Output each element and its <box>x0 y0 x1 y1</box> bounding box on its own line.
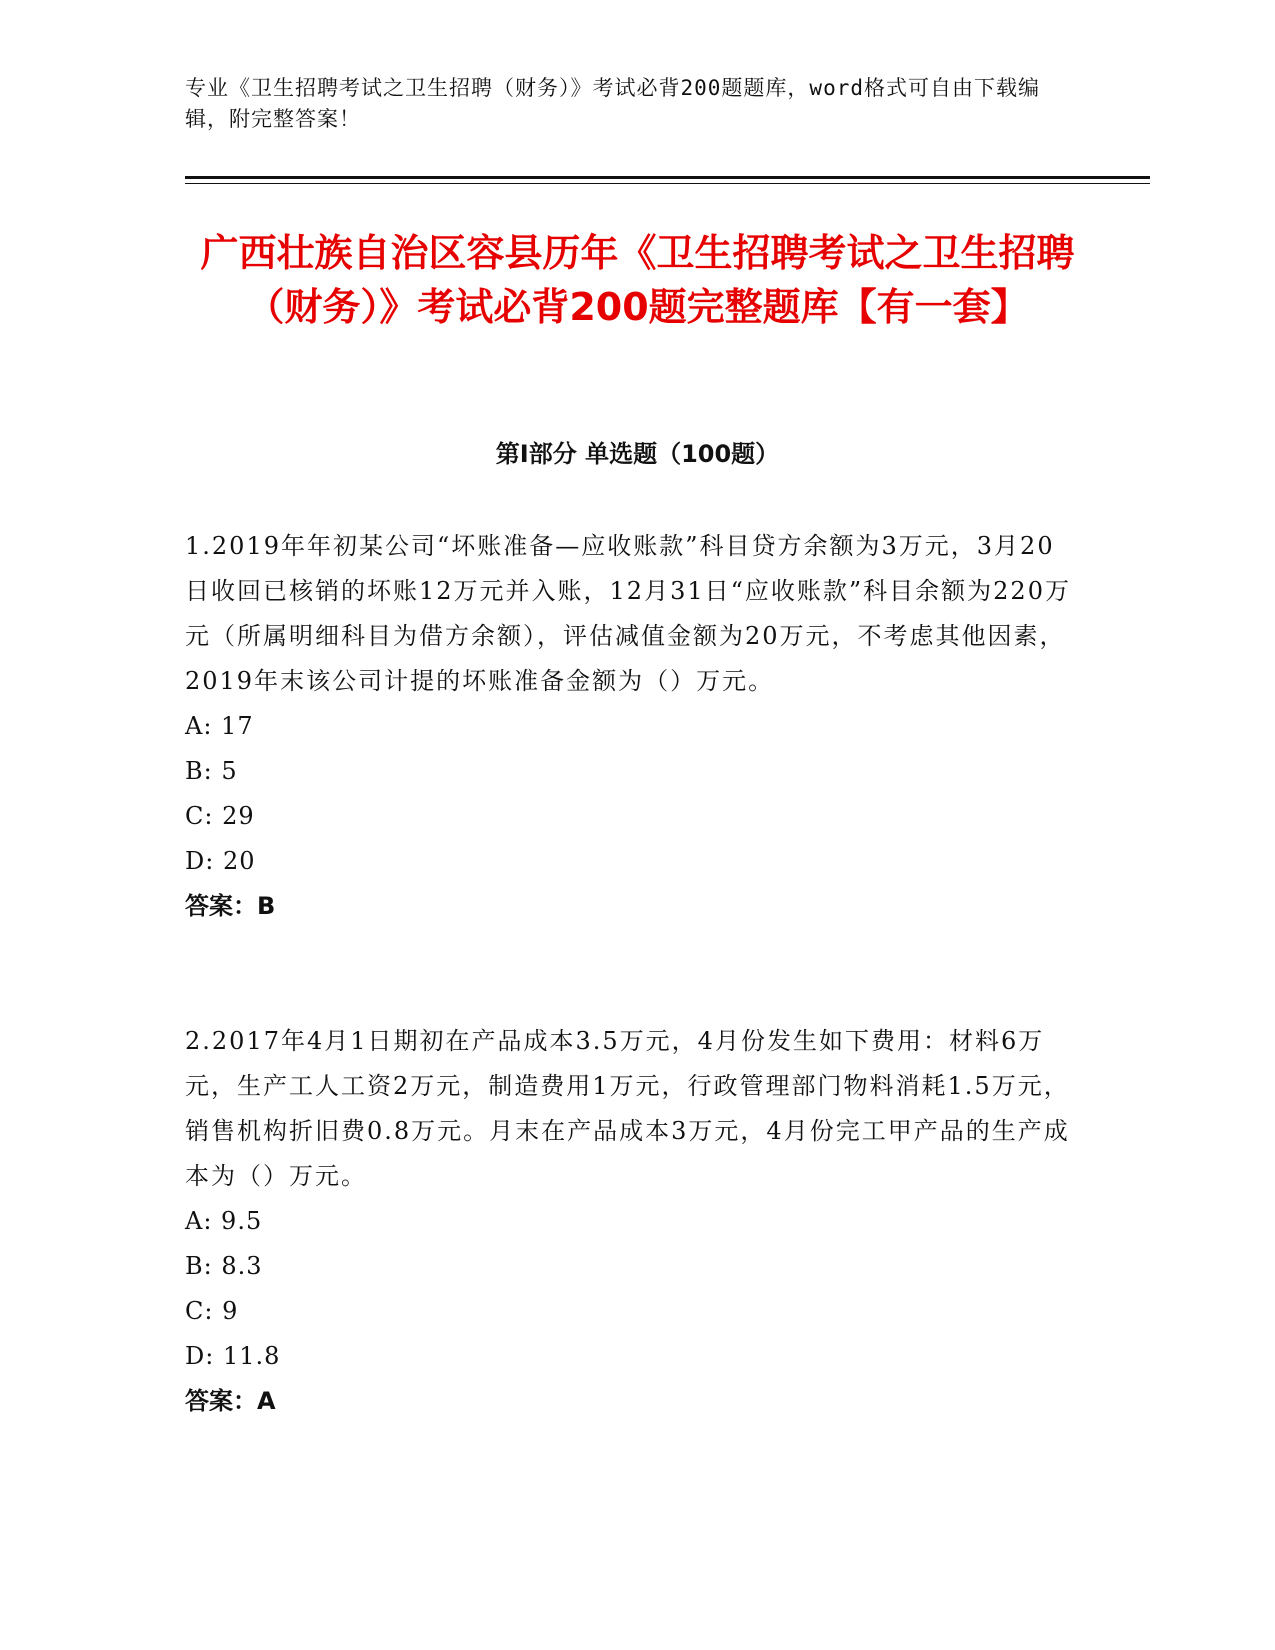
question-2 <box>185 1019 1080 1424</box>
header-divider-thick <box>185 176 1150 179</box>
question-1 <box>185 524 1080 929</box>
option-a: A: 9.5 <box>185 1207 263 1235</box>
header-note: 专业《卫生招聘考试之卫生招聘（财务）》考试必背200题题库，word格式可自由下载编辑，附完整答案！ <box>185 76 1040 131</box>
answer: 答案：B <box>185 892 276 920</box>
option-d: D: 11.8 <box>185 1342 281 1370</box>
question-stem: 2.2017年4月1日期初在产品成本3.5万元，4月份发生如下费用：材料6万元，生产工人工资2万元，制造费用1万元，行政管理部门物料消耗1.5万元，销售机构折旧费0.8万元。月末在产品成本3万元，4月份完工甲产品的生产成本为（）万元。 <box>185 1027 1070 1190</box>
document-title: 广西壮族自治区容县历年《卫生招聘考试之卫生招聘（财务）》考试必背200题完整题库【有一套】 <box>200 231 1075 329</box>
option-d: D: 20 <box>185 847 256 875</box>
option-a: A: 17 <box>185 712 254 740</box>
section-title: 第Ⅰ部分 单选题（100题） <box>495 440 780 468</box>
option-c: C: 9 <box>185 1297 239 1325</box>
header-divider-thin <box>185 183 1150 184</box>
option-c: C: 29 <box>185 802 255 830</box>
option-b: B: 8.3 <box>185 1252 263 1280</box>
question-stem: 1.2019年年初某公司“坏账准备—应收账款”科目贷方余额为3万元，3月20日收回已核销的坏账12万元并入账，12月31日“应收账款”科目余额为220万元（所属明细科目为借方余额），评估减值金额为20万元，不考虑其他因素，2019年末该公司计提的坏账准备金额为（）万元。 <box>185 532 1071 695</box>
option-b: B: 5 <box>185 757 238 785</box>
answer: 答案：A <box>185 1387 276 1415</box>
